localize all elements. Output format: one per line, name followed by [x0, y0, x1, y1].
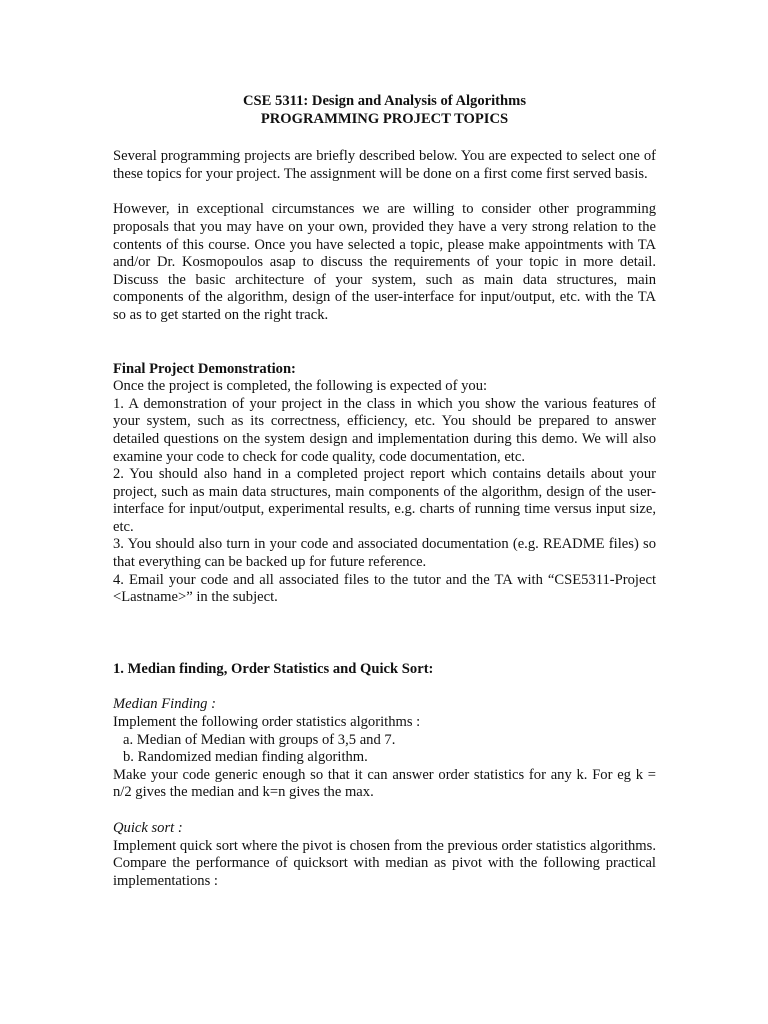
final-demo-lead: Once the project is completed, the following is expected of you:	[113, 378, 488, 395]
median-finding-note: Make your code generic enough so that it can answer order statistics for any k. For eg k = n/2 gives the median and k=n gives the max.	[113, 766, 656, 801]
topic-1-heading: 1. Median finding, Order Statistics and Quick Sort:	[113, 660, 434, 677]
median-item-b: b. Randomized median finding algorithm.	[123, 749, 368, 766]
intro-paragraph-1: Several programming projects are briefly described below. You are expected to select one of these topics for your project. The assignment will be done on a first come first served basis.	[113, 148, 656, 182]
course-title: CSE 5311: Design and Analysis of Algorithms	[242, 93, 526, 109]
final-demo-item-2: 2. You should also hand in a completed project report which contains details about your project, such as main data structures, main components of the algorithm, design of the user-interface for input/output, experimental results, e.g. charts of running time versus input size, etc.	[113, 466, 656, 535]
final-demo-heading: Final Project Demonstration:	[113, 360, 296, 377]
median-finding-subheading: Median Finding :	[113, 696, 216, 713]
quick-sort-subheading: Quick sort :	[113, 820, 183, 836]
document-title: PROGRAMMING PROJECT TOPICS	[260, 110, 509, 127]
intro-paragraph-2: However, in exceptional circumstances we are willing to consider other programming proposals that you may have on your own, provided they have a very strong relation to the contents of this course. Once you have selected a topic, please make appointments with TA and/or Dr. Kosmopoulos asap to discuss the requirements of your topic in more detail. Discuss the basic architecture of your system, such as main data structures, main components of the algorithm, design of the user-interface for input/output, etc. with the TA so as to get started on the right track.	[113, 201, 656, 323]
final-demo-item-3: 3. You should also turn in your code and associated documentation (e.g. README files) so that everything can be backed up for future reference.	[113, 536, 656, 571]
final-demo-item-4: 4. Email your code and all associated files to the tutor and the TA with “CSE5311-Project <Lastname>” in the subject.	[113, 571, 656, 606]
median-finding-lead: Implement the following order statistics algorithms :	[113, 714, 421, 731]
quick-sort-text: Implement quick sort where the pivot is chosen from the previous order statistics algorithms. Compare the performance of quicksort with median as pivot with the following practical implementations :	[113, 837, 656, 889]
median-item-a: a. Median of Median with groups of 3,5 and 7.	[123, 731, 396, 748]
final-demo-item-1: 1. A demonstration of your project in the class in which you show the various features of your system, such as its correctness, efficiency, etc. You should be prepared to answer detailed questions on the system design and implementation during this demo. We will also examine your code to check for code quality, code documentation, etc.	[113, 395, 656, 465]
document-page	[113, 93, 656, 890]
